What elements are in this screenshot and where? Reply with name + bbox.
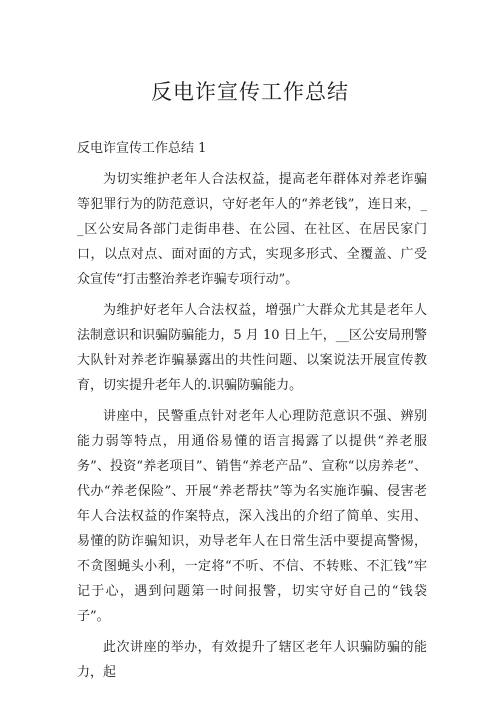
paragraph-1: 为切实维护老年人合法权益，提高老年群体对养老诈骗等犯罪行为的防范意识，守好老年人的“养老钱”，连日来，__区公安局各部门走街串巷、在公园、在社区、在居民家门口，以点对点、面对面的方式，实现多形式、全覆盖、广受众宣传“打击整治养老诈骗专项行动”。: [77, 172, 427, 287]
section-subtitle: 反电诈宣传工作总结 1: [77, 141, 207, 156]
document-title: 反电诈宣传工作总结: [151, 80, 349, 104]
paragraph-3: 讲座中，民警重点针对老年人心理防范意识不强、辨别能力弱等特点，用通俗易懂的语言揭露了以提供“养老服务”、投资“养老项目”、销售“养老产品”、宣称“以房养老”、代办“养老保险”、开展“养老帮扶”等为名实施诈骗、侵害老年人合法权益的作案特点，深入浅出的介绍了简单、实用、易懂的防诈骗知识，劝导老年人在日常生活中要提高警惕，不贪图蝇头小利，一定将“不听、不信、不转账、不汇钱”牢记于心，遇到问题第一时间报警，切实守好自己的“钱袋子”。: [77, 409, 427, 624]
document-body: [77, 136, 427, 691]
paragraph-4: 此次讲座的举办，有效提升了辖区老年人识骗防骗的能力，起: [77, 640, 427, 680]
paragraph-2: 为维护好老年人合法权益，增强广大群众尤其是老年人法制意识和识骗防骗能力，5 月 10 日上午，__区公安局刑警大队针对养老诈骗暴露出的共性问题、以案说法开展宣传教育，切实提升老年人的.识骗防骗能力。: [77, 303, 427, 393]
